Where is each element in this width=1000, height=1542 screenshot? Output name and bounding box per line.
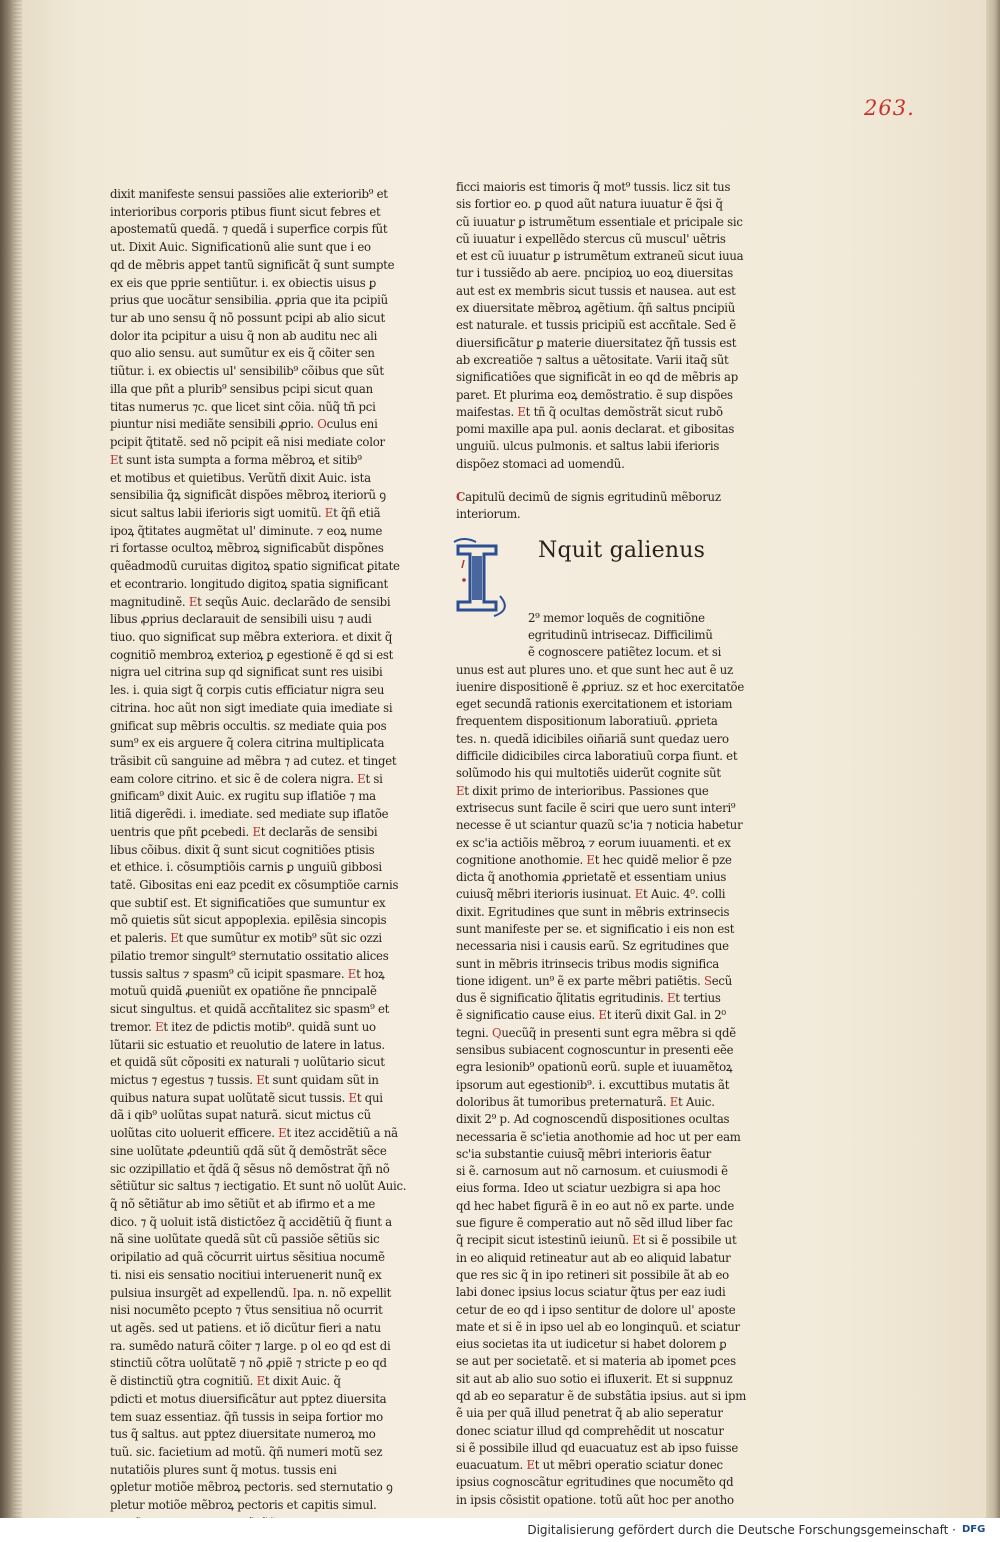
text-line: dolor ita pcipitur a uisu q̃ non ab auditu nec ali [110,328,378,343]
text-line: stinctiũ cõtra uolũtatẽ ⁊ nõ ꝓpiẽ ⁊ stricte p eo qd [110,1356,387,1371]
text-line: mate et si ẽ in ipso uel ab eo longinquũ. et sciatur [456,1319,740,1334]
rubric-line: interiorum. [456,507,521,522]
text-line: q̃ recipit sicut istestinũ ieiunũ. Et si ẽ possibile ut [456,1233,737,1248]
right-column-top-text [456,179,744,473]
text-line: ipsius cognoscãtur egritudines que nocumẽto qd [456,1475,734,1490]
text-line: ipsorum aut egestionib⁹. i. excuttibus mutatis ãt [456,1077,730,1092]
text-line: pulsiua insurgẽt ad expellendũ. Ipa. n. nõ expellit [110,1285,392,1300]
text-line: citrina. hoc aũt non sigt imediate quia imediate si [110,700,393,715]
page-right-edge [986,0,1000,1518]
text-line: tremor. Et itez de pdictis motib⁹. quidã sunt uo [110,1019,376,1034]
text-line: pletur motiõe mẽbroꝝ pectoris et capitis simul. [110,1498,377,1513]
text-line: ficci maioris est timoris q̃ mot⁹ tussis. licz sit tus [456,180,731,194]
text-line: eget secundã rationis exercitationem et istoriam [456,697,733,712]
text-line: sensibilia q̃ꝝ significãt dispões mẽbroꝝ iteriorũ ꝯ [110,488,386,503]
text-line: tione idigent. un⁹ ẽ ex parte mẽbri patiẽtis. Secũ [456,973,733,988]
text-line: ut. Dixit Auic. Significationũ alie sunt que i eo [110,240,371,255]
text-line: sc'ia substantie cuiusq̃ mẽbri interioris ẽatur [456,1146,711,1161]
rubricated-capital: Q [492,1025,502,1040]
text-line: donec sciatur illud qd comprehẽdit ut noscatur [456,1423,724,1438]
text-line: libus ꝓprius declarauit de sensibili uisu ⁊ audi [110,612,372,627]
text-line: oripilatio ad quã cõcurrit uirtus sẽsitiua nocumẽ [110,1250,385,1265]
text-line: unus est aut plures uno. et que sunt hec aut ẽ uz [456,662,733,677]
text-line: pdicti et motus diuersificãtur aut pptez diuersita [110,1391,387,1406]
text-line: dus ẽ significatio q̃litatis egritudinis. Et tertius [456,991,721,1006]
text-line: libus cõibus. dixit q̃ sunt sicut cognitiões ptisis [110,842,375,857]
text-line: tegni. Quecũq̃ in presenti sunt egra mẽbra si qdẽ [456,1025,736,1040]
text-line: les. i. quia sigt q̃ corpis cutis efficiatur nigra seu [110,683,385,698]
text-line: sic ozzipillatio et q̃dã q̃ sẽsus nõ demõstrat q̃ñ nõ [110,1161,390,1176]
text-line: apostematũ quedã. ⁊ quedã i superfice corpis fũt [110,222,388,237]
text-line: sine uolũtate ꝓdeuntiũ qdã sũt q̃ demõstrãt sẽce [110,1143,387,1158]
rubricated-capital: S [704,973,712,988]
text-line: egritudinũ intrisecaz. Difficilimũ [528,627,713,642]
funding-credit: Digitalisierung gefördert durch die Deutsche Forschungsgemeinschaft · [527,1523,956,1537]
text-line: ẽ uia per quã illud penetrat q̃ ab alio seperatur [456,1406,723,1421]
text-line: sẽtiũtur sic saltus ⁊ iectigatio. Et sunt nõ uolũt Auic. [110,1179,407,1194]
text-line: et paleris. Et que sumũtur ex motib⁹ sũt sic ozzi [110,931,382,946]
text-line: necessaria ẽ sc'ietia anothomie ad hoc ut per eam [456,1129,741,1144]
text-line: egra lesionib⁹ opationũ eorũ. suple et iuuamẽtoꝝ [456,1060,733,1075]
text-line: in eo aliquid retineatur aut ab eo aliquid labatur [456,1250,731,1265]
text-line: magnitudinẽ. Et seqũs Auic. declarãdo de sensibi [110,594,391,609]
text-line: ꝯpletur motiõe mẽbroꝝ pectoris. sed sternutatio ꝯ [110,1480,393,1495]
rubricated-capital: E [526,1458,535,1473]
text-line: qd ab eo separatur ẽ de substãtia ipsius. aut si ipm [456,1389,747,1403]
rubricated-capital: E [669,1094,679,1109]
rubricated-capital: E [324,505,334,520]
text-line: frequentem dispositionum laboratiuũ. ꝓprieta [456,714,718,729]
footer-bar [0,1518,1000,1542]
text-line: tuũ. sic. facietium ad motũ. q̃ñ numeri motũ sez [110,1445,383,1460]
text-line: ipoꝝ q̃titates augmẽtat ul' diminute. ⁊ eoꝝ nume [110,523,383,538]
text-line: cuiusq̃ mẽbri iterioris iusinuat. Et Auic. 4⁰. colli [456,887,726,902]
text-line: dispõez stomaci ad uomendũ. [456,456,625,471]
text-line: sum⁹ ex eis arguere q̃ colera citrina multiplicata [110,736,385,751]
text-line: et est cũ iuuatur ꝑ istrumẽtum extraneũ sicut iuua [456,249,744,264]
text-line: Et sunt ista sumpta a forma mẽbroꝝ et sitib⁹ [110,452,362,467]
text-line: q̃ nõ sẽtiãtur ab imo sẽtiũt et ab ifirmo et a me [110,1196,376,1211]
text-line: extrisecus sunt facile ẽ sciri que uero sunt interi⁹ [456,800,736,815]
text-line: se aut per societatẽ. et si materia ab ipomet ꝑces [456,1354,736,1369]
text-line: necessaria nisi i causis earũ. Sz egritudines que [456,939,729,954]
right-column-body-text [456,662,747,1510]
text-line: uentris que pñt ꝑcebedi. Et declarãs de sensibi [110,824,378,839]
text-line: gnificat sup mẽbris occultis. sz mediate quia pos [110,718,387,733]
text-line: ẽ cognoscere patiẽtez locum. et si [528,645,722,660]
rubric-capital: C [456,490,466,505]
text-line: sicut singultus. et quidã accñtalitez sic spasm⁹ et [110,1002,390,1017]
text-line: pilatio tremor singult⁹ sternutatio ossitatio alices [110,948,389,963]
text-line: sensibus subiacent cognoscuntur in presenti eẽe [456,1043,734,1058]
text-line: difficile didicibiles circa laboratiuũ corꝑa fiunt. et [456,749,738,764]
right-text-column [456,179,747,1509]
text-line: ẽ distinctiũ ꝯtra cognitiũ. Et dixit Auic. q̃ [110,1374,341,1389]
text-line: significatiões que significãt in eo qd de mẽbris ap [456,370,738,385]
text-line: cognitione anothomie. Et hec quidẽ melior ẽ pze [456,852,732,867]
text-line: solũmodo his qui multotiẽs uiderũt cognite sũt [456,766,721,781]
rubricated-capital: E [586,852,595,867]
rubricated-capital: E [517,404,526,419]
text-line: titas numerus ⁊c. que licet sint cõia. nũq̃ tñ pci [110,399,376,414]
text-line: lũtarii sic estuatio et reuolutio de latere in latus. [110,1037,385,1052]
incipit-block [456,530,740,610]
text-line: ut agẽs. sed ut patiens. et iõ dicũtur fieri a natu [110,1321,381,1335]
text-line: nigra uel citrina sup qd significat sunt res uisibi [110,665,383,680]
rubric-line: Capitulũ decimũ de signis egritudinũ mẽboruz [456,490,721,505]
text-line: pomi maxille apa pul. aonis declarat. et gibositas [456,422,735,437]
text-line: trãsibit cũ sanguine ad mẽbra ⁊ ad cutez. et tinget [110,754,397,768]
text-line: maifestas. Et tñ q̃ ocultas demõstrãt sicut rubõ [456,404,723,419]
text-line: dixit manifeste sensui passiões alie exteriorib⁹ et [110,187,388,201]
text-line: cetur de eo qd i ipso sentitur de dolore ul' aposte [456,1302,736,1317]
text-line: et quidã sũt cõpositi ex naturali ⁊ uolũtario sicut [110,1055,385,1070]
text-line: tiuo. quo significat sup mẽbra exteriora. et dixit q̃ [110,629,393,644]
text-line: et motibus et quietibus. Verũtñ dixit Auic. ista [110,470,371,485]
text-line: motuũ quidã ꝓueniũt ex opatiõne ñe pnncipalẽ [110,984,377,999]
text-line: dixit 2⁹ p. Ad cognoscendũ dispositiones ocultas [456,1112,730,1127]
text-line: quo alio sensu. aut sumũtur ex eis q̃ cõiter sen [110,346,375,361]
text-line: sue figure ẽ comperatio aut nõ sẽd illud liber fac [456,1216,733,1231]
dfg-logo: DFG [962,1524,986,1535]
chapter-rubric [456,489,740,524]
text-line: cũ iuuatur i expellẽdo stercus cũ muscul' uẽtris [456,231,726,246]
text-line: prius que uocãtur sensibilia. ꝓpria que ita pcipiũ [110,293,388,308]
text-line: tem suaz essentiaz. q̃ñ tussis in seipa fortior mo [110,1409,383,1424]
text-line: nutatiõis plures sunt q̃ motus. tussis eni [110,1462,337,1477]
text-line: tes. n. quedã idicibiles oiñariã sunt quedaz uero [456,731,729,746]
text-line: doloribus ãt tumoribus preternaturã. Et Auic. [456,1094,715,1109]
text-line: tiũtur. i. ex obiectis ul' sensibilib⁹ cõibus que sũt [110,364,384,379]
paragraph-gap [456,473,740,489]
text-line: qd de mẽbris appet tantũ significãt q̃ sunt sumpte [110,257,395,272]
rubricated-capital: E [598,1008,607,1023]
text-line: mictus ⁊ egestus ⁊ tussis. Et sunt quidam sũt in [110,1072,379,1087]
text-line: que res sic q̃ in ipo retineri sit possibile ãt ab eo [456,1267,729,1282]
text-line: nã sine uolũtate quedã sũt cũ passiõe sẽtiũs sic [110,1232,380,1247]
text-line: sunt in mẽbris itrinsecis tribus modis significa [456,956,720,971]
text-line: si ẽ. carnosum aut nõ carnosum. et cuiusmodi ẽ [456,1164,728,1179]
text-line: dicta q̃ anothomia ꝓprietatẽ et essentiam unius [456,870,727,885]
text-line: eam colore citrino. et sic ẽ de colera nigra. Et si [110,771,383,786]
text-line: dã i qib⁹ uolũtas supat naturã. sicut mictus cũ [110,1108,371,1123]
text-line: aut est ex membris sicut tussis et nausea. aut est [456,283,736,298]
text-line: dico. ⁊ q̃ uoluit istã distictõez q̃ accidẽtiũ q̃ fiunt a [110,1214,392,1229]
rubricated-capital: E [256,1374,265,1389]
text-line: in ipsis cõsistit opatione. totũ aũt hoc per anotho [456,1492,734,1507]
rubricated-capital: E [632,1233,641,1248]
rubricated-capital: I [292,1285,297,1300]
text-line: sit aut ab alio suo sotio ei ifluxerit. Et si supꝑnuz [456,1371,733,1386]
text-line: ex sc'ia actiõis mẽbroꝝ ⁊ eorum iuuamenti. et ex [456,835,731,850]
rubricated-capital: E [456,783,465,798]
text-line: que subtiſ est. Et significatiões que sumuntur ex [110,895,386,910]
rubricated-capital: E [348,1090,357,1105]
text-line: quẽadmodũ curuitas digitoꝝ spatio significat ꝑitate [110,559,400,574]
rubricated-capital: E [155,1019,164,1034]
text-line: et econtrario. longitudo digitoꝝ spatia significant [110,576,388,591]
text-line: sunt manifeste per se. et significatio i eis non est [456,921,735,936]
text-line: ra. sumẽdo naturã cõiter ⁊ large. p ol eo qd est di [110,1338,391,1353]
text-line: sis fortior eo. ꝑ quod aũt natura iuuatur ẽ q̃si q̃ [456,197,723,212]
text-line: ti. nisi eis sensatio nocitiui interuenerit nunq̃ ex [110,1267,382,1282]
rubricated-capital: E [634,887,644,902]
rubricated-capital: E [666,991,676,1006]
text-line: pcipit q̃titatẽ. sed nõ pcipit eã nisi mediate color [110,435,385,450]
rubricated-capital: E [110,452,119,467]
text-line: nisi nocumẽto pcepto ⁊ ṽtus sensitiua nõ ocurrit [110,1303,383,1318]
text-line: eius societas ita ut iudicetur si habet dolorem ꝑ [456,1337,727,1352]
text-line: sicut saltus labii iferioris sigt uomitũ. Et q̃ñ etiã [110,505,381,520]
folio-number: 263. [864,96,915,120]
text-line: iuenire dispositionẽ ẽ ꝓpriuz. sz et hoc exercitatõe [456,679,745,694]
text-line: necesse ẽ ut sciantur quazũ sc'ia ⁊ noticia habetur [456,818,743,833]
text-line: uolũtas cito uoluerit efficere. Et itez accidẽtiũ a nã [110,1126,398,1141]
text-line: tus q̃ saltus. aut pptez diuersitate numeroꝝ mo [110,1427,376,1442]
rubricated-capital: E [357,771,366,786]
text-line: euacuatum. Et ut mẽbri operatio sciatur donec [456,1458,723,1473]
text-line: ab excreatiõe ⁊ saltus a uẽtositate. Varii itaq̃ sũt [456,352,729,367]
incipit-heading: Nquit galienus [538,537,706,563]
text-line: dixit. Egritudines que sunt in mẽbris extrinsecis [456,904,730,919]
text-line: interioribus corporis ptibus fiunt sicut febres et [110,204,381,219]
text-line: ex diuersitate mẽbroꝝ agẽtium. q̃ñ saltus pncipiũ [456,301,736,316]
text-line: tatẽ. Gibositas eni eaz pcedit ex cõsumptiõe carnis [110,878,399,893]
decorated-initial-i-icon [450,536,526,620]
text-line: cognitiõ membroꝝ exterioꝝ ꝑ egestionẽ ẽ qd si est [110,647,394,662]
text-line: cũ iuuatur ꝑ istrumẽtum essentiale et pricipale sic [456,214,743,229]
rubricated-capital: E [256,1072,265,1087]
text-line: piuntur nisi mediãte sensibili ꝓprio. Oculus eni [110,417,378,432]
rubricated-capital: E [252,824,261,839]
text-line: tur ab uno sensu q̃ nõ possunt pcipi ab alio sicut [110,311,385,326]
rubricated-capital: E [347,966,357,981]
text-line: ex eis que pprie sentiũtur. i. ex obiectis uisus ꝑ [110,275,377,290]
text-line: litiã digerẽdi. i. imediate. sed mediate sup iflatõe [110,807,389,822]
rubricated-capital: O [317,417,327,432]
rubricated-capital: E [188,594,198,609]
text-line: quibus natura supat uolũtatẽ sicut tussis. Et qui [110,1090,383,1105]
text-line: Et dixit primo de interioribus. Passiones que [456,783,709,798]
text-line: mõ quietis sũt sicut appoplexia. epilẽsia sincopis [110,913,387,928]
text-line: ri fortasse ocultoꝝ mẽbroꝝ significabũt dispõnes [110,541,384,556]
text-line: tussis saltus ⁊ spasm⁹ cũ icipit spasmare. Et hoꝝ [110,966,385,981]
text-line: paret. Et plurima eoꝝ demõstratio. ẽ sup dispões [456,387,733,402]
text-line: tur i tussiẽdo ab aere. pncipioꝝ uo eoꝝ diuersitas [456,266,733,281]
text-line: gnificam⁹ dixit Auic. ex rugitu sup iflatiõe ⁊ ma [110,789,376,804]
text-line: eius forma. Ideo ut sciatur uezbigra si apa hoc [456,1181,721,1196]
text-line: unguiũ. ulcus pulmonis. et saltus labii iferioris [456,439,720,454]
text-line: 2⁹ memor loquẽs de cognitiõne [528,610,705,625]
text-line: et ethice. i. cõsumptiõis carnis ꝑ unguiũ gibbosi [110,860,382,875]
text-line: ẽ significatio cause eius. Et iterũ dixit Gal. in 2⁰ [456,1008,726,1023]
text-line: est naturale. et tussis pricipiũ est accñtale. Sed ẽ [456,318,736,333]
text-line: labi donec ipsius locus sciatur q̃tus per eaz iudi [456,1285,726,1300]
rubricated-capital: E [170,931,179,946]
text-line: qd hec habet figurã ẽ in eo aut nõ ex parte. unde [456,1198,735,1213]
text-line: illa que pñt a plurib⁹ sensibus pcipi sicut quan [110,381,373,396]
rubricated-capital: E [278,1126,287,1141]
text-line: si ẽ possibile illud qd euacuatuz est ab ipso fuisse [456,1440,739,1455]
left-text-column [110,186,407,1533]
text-line: diuersificãtur ꝑ materie diuersitatez q̃ñ tussis est [456,335,737,350]
